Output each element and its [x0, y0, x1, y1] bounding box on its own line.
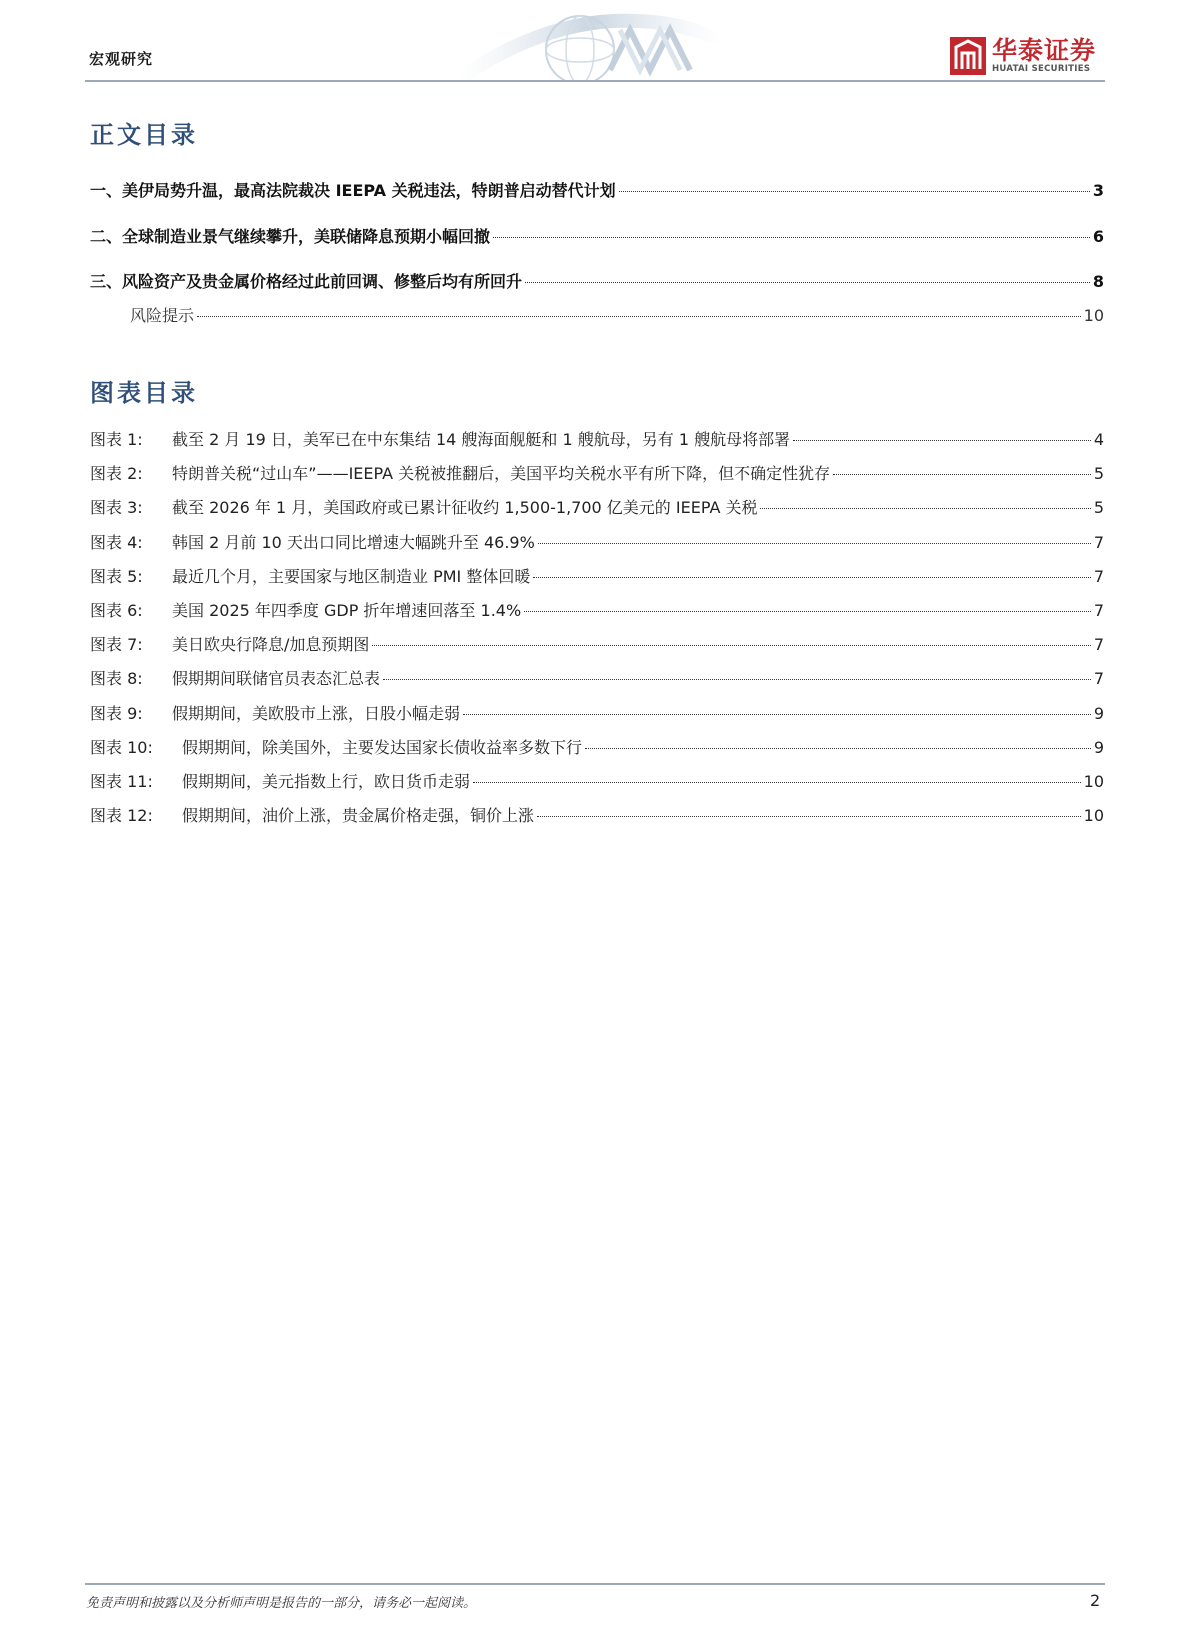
toc-entry-text: 二、全球制造业景气继续攀升，美联储降息预期小幅回撤: [90, 227, 491, 246]
toc-leader-dots: [493, 237, 1090, 238]
figure-label: 图表 8:: [90, 669, 143, 688]
toc-entry[interactable]: [90, 227, 1104, 247]
huatai-logo-icon: [950, 37, 986, 75]
toc-leader-dots: [525, 282, 1090, 283]
figure-page: 9: [1093, 738, 1104, 757]
figure-label: 图表 5:: [90, 567, 143, 586]
figure-label: 图表 12:: [90, 806, 153, 825]
toc-entry[interactable]: [90, 272, 1104, 292]
toc-entry-text: 三、风险资产及贵金属价格经过此前回调、修整后均有所回升: [90, 272, 523, 291]
toc-entry[interactable]: [90, 181, 1104, 201]
toc-leader-dots: [538, 543, 1091, 544]
toc-leader-dots: [524, 611, 1091, 612]
toc-leader-dots: [585, 748, 1091, 749]
figure-page: 7: [1093, 635, 1104, 654]
figure-page: 10: [1083, 772, 1104, 791]
figure-caption: 假期期间，美欧股市上涨，日股小幅走弱: [172, 704, 461, 723]
figure-page: 4: [1093, 430, 1104, 449]
figure-caption: 截至 2 月 19 日，美军已在中东集结 14 艘海面舰艇和 1 艘航母，另有 1 艘航母将部署: [172, 430, 791, 449]
header-divider: [85, 80, 1105, 82]
figure-page: 5: [1093, 464, 1104, 483]
figure-page: 7: [1093, 567, 1104, 586]
figures-title: 图表目录: [90, 379, 198, 407]
figure-caption: 韩国 2 月前 10 天出口同比增速大幅跳升至 46.9%: [172, 533, 535, 552]
toc-leader-dots: [833, 474, 1091, 475]
toc-leader-dots: [372, 645, 1090, 646]
figure-label: 图表 2:: [90, 464, 143, 483]
footer-divider: [85, 1583, 1105, 1585]
figure-entry[interactable]: [90, 498, 1104, 518]
toc-entry-page: 6: [1092, 227, 1104, 246]
figure-entry[interactable]: [90, 738, 1104, 758]
figure-page: 10: [1083, 806, 1104, 825]
figure-entry[interactable]: [90, 430, 1104, 450]
figure-caption: 美日欧央行降息/加息预期图: [172, 635, 370, 654]
figure-label: 图表 10:: [90, 738, 153, 757]
toc-entry-text: 风险提示: [130, 306, 195, 325]
figure-caption: 假期期间联储官员表态汇总表: [172, 669, 381, 688]
report-category: 宏观研究: [89, 50, 154, 68]
figure-caption: 假期期间，油价上涨，贵金属价格走强，铜价上涨: [182, 806, 535, 825]
logo-english-name: HUATAI SECURITIES: [992, 63, 1091, 74]
figure-label: 图表 1:: [90, 430, 143, 449]
figure-page: 7: [1093, 533, 1104, 552]
toc-entry-page: 3: [1092, 181, 1104, 200]
figure-entry[interactable]: [90, 567, 1104, 587]
toc-entry[interactable]: [130, 306, 1104, 326]
figure-page: 5: [1093, 498, 1104, 517]
toc-leader-dots: [383, 679, 1091, 680]
toc-leader-dots: [760, 508, 1090, 509]
figure-caption: 假期期间，除美国外，主要发达国家长债收益率多数下行: [182, 738, 583, 757]
figure-caption: 截至 2026 年 1 月，美国政府或已累计征收约 1,500-1,700 亿美元的 IEEPA 关税: [172, 498, 758, 517]
figure-entry[interactable]: [90, 669, 1104, 689]
figure-page: 9: [1093, 704, 1104, 723]
figure-entry[interactable]: [90, 806, 1104, 826]
toc-leader-dots: [533, 577, 1090, 578]
figure-caption: 特朗普关税“过山车”——IEEPA 关税被推翻后，美国平均关税水平有所下降，但不确定性犹存: [172, 464, 831, 483]
figure-label: 图表 6:: [90, 601, 143, 620]
header-decoration: [460, 10, 720, 80]
toc-leader-dots: [473, 782, 1081, 783]
figure-entry[interactable]: [90, 772, 1104, 792]
figure-entry[interactable]: [90, 464, 1104, 484]
toc-entry-text: 一、美伊局势升温，最高法院裁决 IEEPA 关税违法，特朗普启动替代计划: [90, 181, 616, 200]
figure-label: 图表 9:: [90, 704, 143, 723]
logo-chinese-name: 华泰证券: [992, 35, 1097, 65]
figure-label: 图表 3:: [90, 498, 143, 517]
figure-page: 7: [1093, 669, 1104, 688]
figure-caption: 最近几个月，主要国家与地区制造业 PMI 整体回暖: [172, 567, 531, 586]
toc-leader-dots: [197, 316, 1081, 317]
figure-label: 图表 4:: [90, 533, 143, 552]
toc-leader-dots: [619, 191, 1090, 192]
figure-caption: 美国 2025 年四季度 GDP 折年增速回落至 1.4%: [172, 601, 522, 620]
toc-entry-page: 10: [1083, 306, 1104, 325]
figure-entry[interactable]: [90, 533, 1104, 553]
huatai-logo: [950, 36, 1096, 76]
toc-leader-dots: [537, 816, 1081, 817]
toc-leader-dots: [793, 440, 1091, 441]
toc-leader-dots: [463, 714, 1091, 715]
page-header: [0, 0, 1190, 90]
figure-caption: 假期期间，美元指数上行，欧日货币走弱: [182, 772, 471, 791]
figure-label: 图表 7:: [90, 635, 143, 654]
toc-title: 正文目录: [90, 121, 198, 149]
figure-entry[interactable]: [90, 601, 1104, 621]
figure-page: 7: [1093, 601, 1104, 620]
page-number: 2: [1090, 1591, 1101, 1610]
toc-entry-page: 8: [1092, 272, 1104, 291]
figure-entry[interactable]: [90, 704, 1104, 724]
footer-disclaimer: 免责声明和披露以及分析师声明是报告的一部分，请务必一起阅读。: [86, 1596, 477, 1611]
figure-label: 图表 11:: [90, 772, 153, 791]
figure-entry[interactable]: [90, 635, 1104, 655]
